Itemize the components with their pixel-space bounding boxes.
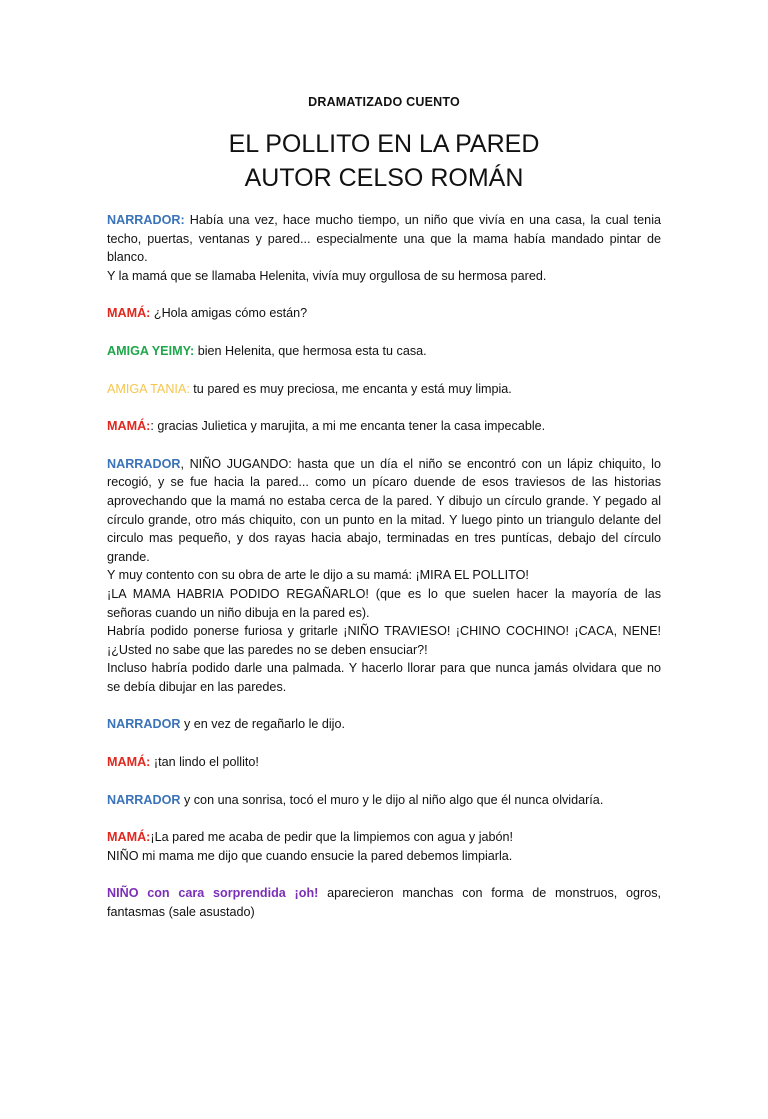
speaker-mama: MAMÁ: [107, 830, 151, 845]
dialogue-text: aparecieron manchas con forma de monstruos, ogros, fantasmas (sale asustado) [107, 886, 661, 920]
speaker-narrador: NARRADOR [107, 717, 181, 732]
paragraph-mama [107, 828, 661, 847]
dialogue-text: ¡La pared me acaba de pedir que la limpiemos con agua y jabón! [150, 830, 514, 845]
speaker-mama: MAMÁ: [107, 419, 151, 434]
title-line-2: AUTOR CELSO ROMÁN [244, 164, 524, 192]
paragraph-mama [107, 304, 661, 323]
dialogue-text: bien Helenita, que hermosa esta tu casa. [194, 343, 427, 358]
paragraph-narration [107, 622, 661, 659]
speaker-mama: MAMÁ: [107, 306, 151, 321]
paragraph-narration [107, 566, 661, 585]
paragraph-narrador [107, 715, 661, 734]
speaker-narrador: NARRADOR [107, 792, 181, 807]
speaker-amiga-tania: AMIGA TANIA: [107, 381, 190, 396]
dialogue-text: Incluso habría podido darle una palmada. Y hacerlo llorar para que nunca jamás olvidara que no se debía dibujar en las paredes. [107, 661, 661, 694]
dialogue-text: Habría podido ponerse furiosa y gritarle ¡NIÑO TRAVIESO! ¡CHINO COCHINO! ¡CACA, NENE! ¡¿Usted no sabe que las paredes no se deben ensuciar?! [107, 624, 661, 657]
dialogue-text: Y la mamá que se llamaba Helenita, vivía muy orgullosa de su hermosa pared. [107, 268, 547, 283]
document-kicker: DRAMATIZADO CUENTO [308, 95, 460, 109]
speaker-nino: NIÑO con cara sorprendida ¡oh! [107, 886, 319, 901]
dialogue-text: tu pared es muy preciosa, me encanta y está muy limpia. [189, 381, 512, 396]
speaker-amiga-yeimy: AMIGA YEIMY: [107, 343, 195, 358]
paragraph-narrador [107, 791, 661, 810]
paragraph-narration [107, 659, 661, 696]
document-page [0, 95, 768, 1119]
paragraph-narrador-intro [107, 211, 661, 267]
dialogue-text: , NIÑO JUGANDO: hasta que un día el niño se encontró con un lápiz chiquito, lo recogió, y se fue hacia la pared... como un pícaro duende de esos traviesos de las historias aprovechando que la mamá no estaba cerca de la pared. Y dibujo un círculo grande. Y pegado al círculo grande, otro más chiquito, con un punto en la mitad. Y luego pinto un triangulo delante del circulo mas pequeño, y dos rayas hacia abajo, terminadas en tres puntícas, debajo del círculo grande. [107, 456, 661, 564]
dialogue-text: y en vez de regañarlo le dijo. [180, 717, 345, 732]
paragraph-mama [107, 417, 661, 436]
dialogue-text: NIÑO mi mama me dijo que cuando ensucie la pared debemos limpiarla. [107, 848, 513, 863]
paragraph-narrador-nino [107, 455, 661, 567]
speaker-narrador: NARRADOR [107, 456, 181, 471]
script-body [107, 211, 661, 922]
paragraph-nino-sorprendido [107, 884, 661, 921]
speaker-separator: : [180, 213, 185, 227]
dialogue-text: Y muy contento con su obra de arte le dijo a su mamá: ¡MIRA EL POLLITO! [107, 568, 529, 583]
dialogue-text: y con una sonrisa, tocó el muro y le dijo al niño algo que él nunca olvidaría. [180, 792, 604, 807]
paragraph-mama [107, 753, 661, 772]
paragraph-amiga-tania [107, 380, 661, 399]
document-title [107, 127, 661, 195]
paragraph-nino [107, 847, 661, 866]
paragraph-amiga-yeimy [107, 342, 661, 361]
paragraph-narration [107, 267, 661, 286]
dialogue-text: ¡LA MAMA HABRIA PODIDO REGAÑARLO! (que es lo que suelen hacer la mayoría de las señoras cuando un niño dibuja en la pared es). [107, 586, 661, 620]
speaker-narrador: NARRADOR [107, 213, 181, 227]
dialogue-text: ¿Hola amigas cómo están? [150, 306, 308, 321]
speaker-mama: MAMÁ: [107, 755, 151, 770]
title-line-1: EL POLLITO EN LA PARED [228, 130, 540, 158]
dialogue-text: : gracias Julietica y marujita, a mi me encanta tener la casa impecable. [150, 419, 546, 434]
dialogue-text: Había una vez, hace mucho tiempo, un niño que vivía en una casa, la cual tenia techo, puertas, ventanas y pared... especialmente una que la mama había mandado pintar de blanco. [107, 213, 661, 265]
dialogue-text: ¡tan lindo el pollito! [150, 755, 259, 770]
paragraph-narration [107, 585, 661, 622]
